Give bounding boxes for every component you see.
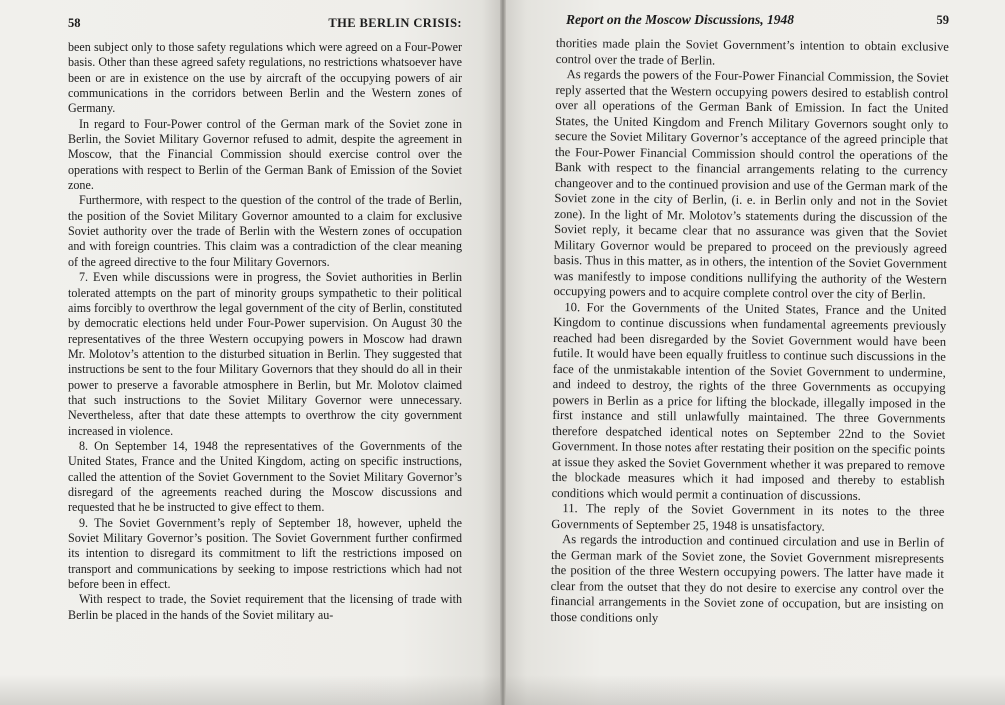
paragraph: 9. The Soviet Government’s reply of September 18, however, upheld the Soviet Military Governor’s position. The Soviet Government further confirmed its intention to disregard its commitment to lift the restrictions imposed on transport and communications by seeking to impose restrictions which had not before been in effect. [68, 515, 462, 592]
paragraph: 11. The reply of the Soviet Government in its notes to the three Governments of September 25, 1948 is unsatisfactory. [551, 501, 945, 534]
paragraph: With respect to trade, the Soviet requirement that the licensing of trade with Berlin be placed in the hands of the Soviet military au- [68, 592, 462, 622]
paragraph: thorities made plain the Soviet Government’s intention to obtain exclusive control over the trade of Berlin. [555, 36, 949, 68]
left-page [0, 0, 502, 705]
paragraph: Furthermore, with respect to the question of the control of the trade of Berlin, the position of the Soviet Military Governor amounted to a claim for exclusive Soviet authority over the trade of Berlin with the Western zones of occupation and with foreign countries. This claim was a contradiction of the clear meaning of the agreed directive to the four Military Governors. [68, 193, 462, 269]
running-head-right: Report on the Moscow Discussions, 1948 [566, 12, 795, 27]
paragraph: been subject only to those safety regulations which were agreed on a Four-Power basis. Other than these agreed safety regulations, no restrictions whatsoever have been or are in existence on the use by aircraft of the occupying powers of air communications in the corridors between Berlin and the Western zones of Germany. [68, 40, 462, 116]
page-edge-shadow [0, 675, 502, 705]
paragraph: As regards the introduction and continued circulation and use in Berlin of the German mark of the Soviet zone, the Soviet Government misrepresents the position of the three Western occupying powers. The latter have made it clear from the outset that they do not desire to exercise any control over the financial arrangements in the Soviet zone of occupation, but are insisting on those conditions only [550, 532, 945, 625]
paragraph: 7. Even while discussions were in progress, the Soviet authorities in Berlin tolerated attempts on the part of minority groups sympathetic to their political aims forcibly to overthrow the legal government of the city of Berlin, constituted by democratic elections held under Four-Power supervision. On August 30 the representatives of the three Western occupying powers in Moscow had drawn Mr. Molotov’s attention to the disturbed situation in Berlin. They suggested that instructions be sent to the four Military Governors that they should do all in their power to preserve a favorable atmosphere in Berlin, but Mr. Molotov claimed that such instructions to the Soviet Military Governor were unnecessary. Nevertheless, after that date these attempts to overthrow the city government increased in violence. [68, 270, 462, 438]
page-number-right: 59 [936, 13, 949, 27]
book-gutter [500, 0, 506, 705]
paragraph: In regard to Four-Power control of the German mark of the Soviet zone in Berlin, the Soviet Military Governor refused to admit, despite the agreement in Moscow, that the Financial Commission should exercise control over the operations with respect to Berlin of the German Bank of Emission of the Soviet zone. [68, 116, 462, 193]
paragraph: 8. On September 14, 1948 the representatives of the Governments of the United States, France and the United Kingdom, acting on specific instructions, called the attention of the Soviet Government to the Soviet Military Governor’s disregard of the agreements reached during the Moscow discussions and requested that he be instructed to give effect to them. [68, 438, 462, 515]
page-number-left: 58 [68, 16, 81, 30]
right-page-body [550, 36, 949, 629]
left-page-body [68, 40, 462, 623]
paragraph: As regards the powers of the Four-Power Financial Commission, the Soviet reply asserted that the Western occupying powers desired to establish control over all operations of the German Bank of Emission. In fact the United States, the United Kingdom and French Military Governors sought only to secure the Soviet Military Governor’s acceptance of the agreed principle that the Four-Power Financial Commission should control the operations of the Bank with respect to the financial arrangements relating to the currency changeover and to the continued provision and use of the German mark of the Soviet zone in the city of Berlin, (i. e. in Berlin only and not in the Soviet zone). In the light of Mr. Molotov’s statements during the discussion of the Soviet reply, it became clear that no assurance was given that the Soviet Military Governor would be prepared to proceed on the previously agreed basis. Thus in this matter, as in others, the intention of the Soviet Government was manifestly to impose conditions nullifying the authority of the Western occupying powers and to acquire complete control over the city of Berlin. [553, 67, 949, 302]
running-head-left: THE BERLIN CRISIS: [328, 16, 462, 30]
left-page-header [68, 16, 462, 40]
right-page [502, 0, 1005, 705]
right-page-header [556, 12, 949, 36]
page-edge-shadow [502, 675, 1005, 705]
paragraph: 10. For the Governments of the United States, France and the United Kingdom to continue discussions when fundamental agreements previously reached had been disregarded by the Soviet Government would have been futile. It would have been equally fruitless to continue such discussions in the face of the unmistakable intention of the Soviet Government to undermine, and indeed to destroy, the rights of the three Governments as occupying powers in Berlin as a price for lifting the blockade, illegally imposed in the first instance and still unlawfully maintained. The three Governments therefore despatched identical notes on September 22nd to the Soviet Government. In those notes after restating their position on the specific points at issue they asked the Soviet Government whether it was prepared to remove the blockade measures which it had imposed and thereby to establish conditions which would permit a continuation of discussions. [551, 299, 947, 503]
